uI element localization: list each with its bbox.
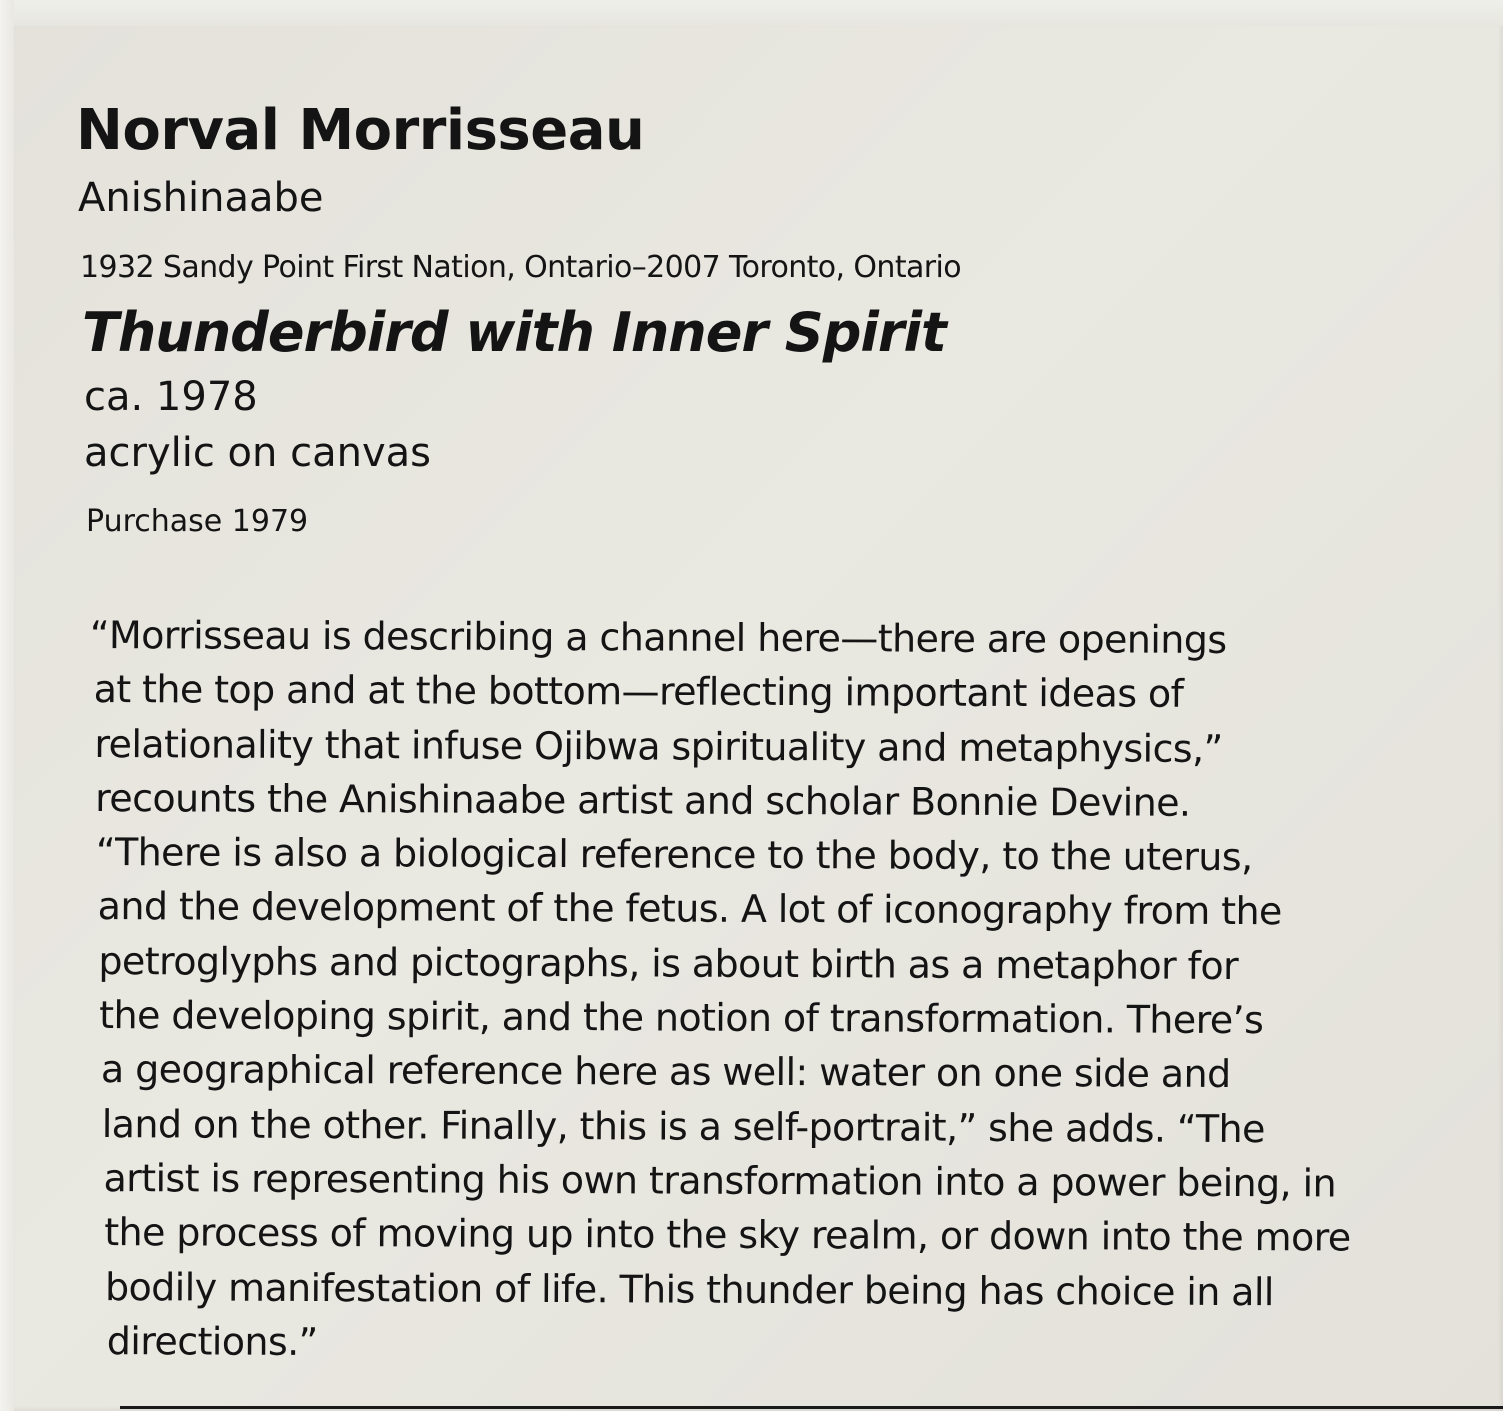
wall-background-top	[0, 0, 1503, 26]
quote-line: “There is also a biological reference to the body, to the uterus,	[95, 830, 1253, 880]
artwork-medium: acrylic on canvas	[84, 430, 431, 476]
wall-background-left	[0, 0, 14, 1411]
quote-line: the developing spirit, and the notion of transformation. There’s	[99, 993, 1264, 1043]
quote-line: petroglyphs and pictographs, is about birth as a metaphor for	[98, 938, 1239, 988]
quote-line: the process of moving up into the sky realm, or down into the more	[104, 1210, 1351, 1260]
quote-line: relationality that infuse Ojibwa spirituality and metaphysics,”	[94, 721, 1223, 771]
quote-line: and the development of the fetus. A lot of iconography from the	[97, 884, 1282, 934]
quote-line: artist is representing his own transformation into a power being, in	[103, 1156, 1337, 1206]
artist-nation: Anishinaabe	[78, 175, 324, 221]
quote-line: bodily manifestation of life. This thunder being has choice in all	[104, 1264, 1274, 1314]
quote-line: directions.”	[106, 1318, 318, 1364]
quote-line: “Morrisseau is describing a channel here—there are openings	[89, 612, 1227, 662]
quote-line: land on the other. Finally, this is a self-portrait,” she adds. “The	[101, 1101, 1265, 1151]
credit-line: Purchase 1979	[86, 504, 309, 539]
quote-paragraph	[87, 608, 1470, 1374]
artwork-date: ca. 1978	[84, 374, 258, 420]
quote-line: at the top and at the bottom—reflecting important ideas of	[93, 667, 1184, 717]
quote-line: recounts the Anishinaabe artist and scholar Bonnie Devine.	[95, 775, 1191, 825]
bottom-divider	[120, 1406, 1503, 1409]
artist-name: Norval Morrisseau	[76, 98, 645, 163]
artwork-title: Thunderbird with Inner Spirit	[82, 301, 946, 364]
quote-line: a geographical reference here as well: water on one side and	[100, 1047, 1231, 1097]
artist-life-dates: 1932 Sandy Point First Nation, Ontario–2007 Toronto, Ontario	[80, 250, 962, 285]
